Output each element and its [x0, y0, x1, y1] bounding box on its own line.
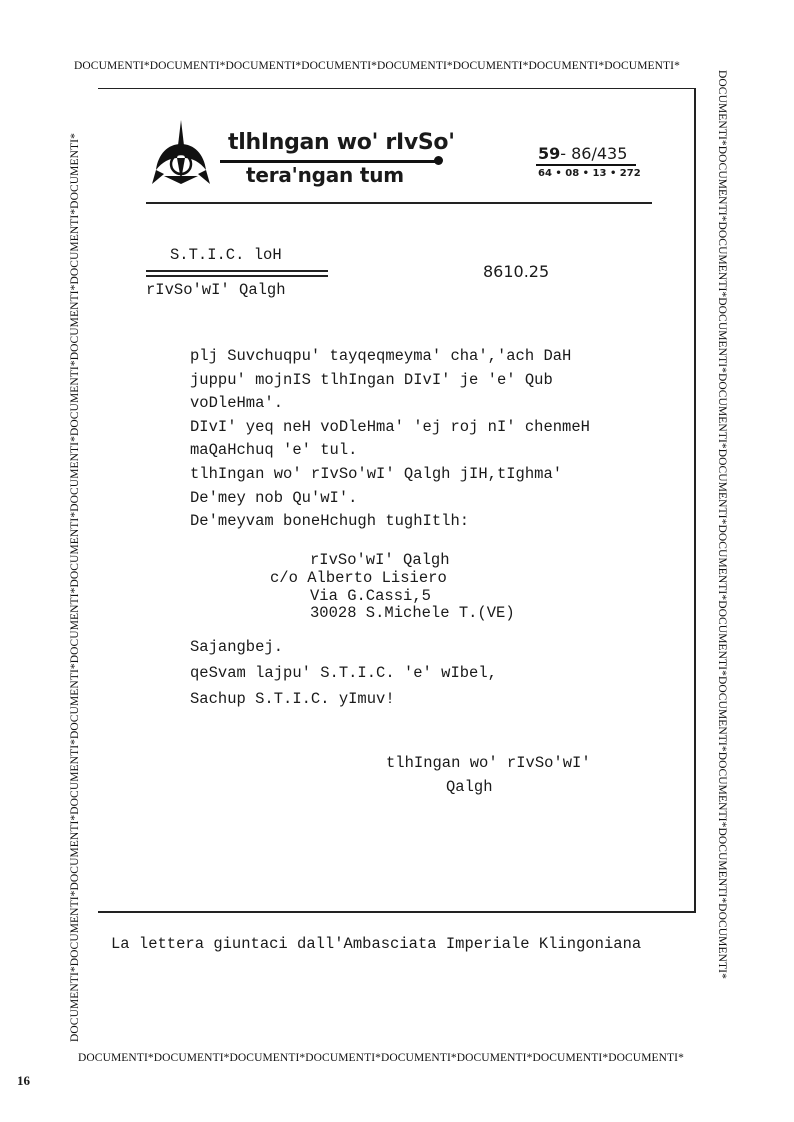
body-line: De'meyvam boneHchugh tughItlh: [190, 512, 470, 531]
figure-caption: La lettera giuntaci dall'Ambasciata Imperiale Klingoniana [111, 935, 642, 953]
reference-rule [536, 164, 636, 166]
border-text-top: DOCUMENTI*DOCUMENTI*DOCUMENTI*DOCUMENTI*DOCUMENTI*DOCUMENTI*DOCUMENTI*DOCUMENTI* [74, 60, 680, 72]
body-line: voDleHma'. [190, 394, 284, 413]
closing-line: Sachup S.T.I.C. yImuv! [190, 690, 395, 708]
letterhead-underline-dot [434, 156, 443, 165]
border-text-left: DOCUMENTI*DOCUMENTI*DOCUMENTI*DOCUMENTI*DOCUMENTI*DOCUMENTI*DOCUMENTI*DOCUMENTI*DOCUMENTI*DOCUMENTI*DOCUMENTI*DOCUMENTI* [69, 133, 81, 1042]
border-text-right: DOCUMENTI*DOCUMENTI*DOCUMENTI*DOCUMENTI*DOCUMENTI*DOCUMENTI*DOCUMENTI*DOCUMENTI*DOCUMENTI*DOCUMENTI*DOCUMENTI*DOCUMENTI* [716, 70, 728, 979]
body-line: De'mey nob Qu'wI'. [190, 488, 358, 507]
body-line: juppu' mojnIS tlhIngan DIvI' je 'e' Qub [190, 370, 553, 389]
address-co-name: Alberto Lisiero [307, 568, 447, 587]
body-line: plj Suvchuqpu' tayqeqmeyma' cha','ach DaH [190, 347, 572, 365]
body-line: maQaHchuq 'e' tul. [190, 441, 358, 460]
letter-closing [190, 634, 497, 712]
letter-date: 8610.25 [483, 262, 550, 281]
recipient: S.T.I.C. loH [170, 246, 282, 264]
reference-code: 64 • 08 • 13 • 272 [538, 168, 641, 179]
recipient-rule [146, 270, 328, 272]
page-number: 16 [17, 1073, 30, 1088]
letterhead-rule [146, 202, 652, 204]
klingon-emblem-icon [150, 118, 212, 188]
closing-line: Sajangbej. [190, 638, 284, 656]
border-text-bottom: DOCUMENTI*DOCUMENTI*DOCUMENTI*DOCUMENTI*DOCUMENTI*DOCUMENTI*DOCUMENTI*DOCUMENTI* [78, 1052, 684, 1064]
signature-line: tlhIngan wo' rIvSo'wI' [386, 754, 591, 772]
letterhead-title: tlhIngan wo' rIvSo' [228, 130, 455, 155]
address-name: rIvSo'wI' Qalgh [310, 551, 450, 569]
letterhead-subtitle: tera'ngan tum [246, 163, 404, 187]
recipient-rule [146, 275, 328, 277]
signature-line: Qalgh [446, 778, 493, 796]
address-co-prefix: c/o [270, 568, 298, 587]
reference-number [538, 144, 627, 163]
body-line: tlhIngan wo' rIvSo'wI' Qalgh jIH,tIghma' [190, 464, 563, 483]
mailing-address [270, 552, 515, 623]
reference-number-bold: 59 [538, 144, 561, 163]
body-line: DIvI' yeq neH voDleHma' 'ej roj nI' chenmeH [190, 417, 590, 436]
closing-line: qeSvam lajpu' S.T.I.C. 'e' wIbel, [190, 664, 497, 682]
letter-body [190, 345, 590, 534]
sender: rIvSo'wI' Qalgh [146, 281, 286, 299]
reference-number-rest: - 86/435 [560, 144, 628, 163]
address-city: 30028 S.Michele T.(VE) [310, 604, 515, 623]
address-street: Via G.Cassi,5 [310, 586, 431, 605]
